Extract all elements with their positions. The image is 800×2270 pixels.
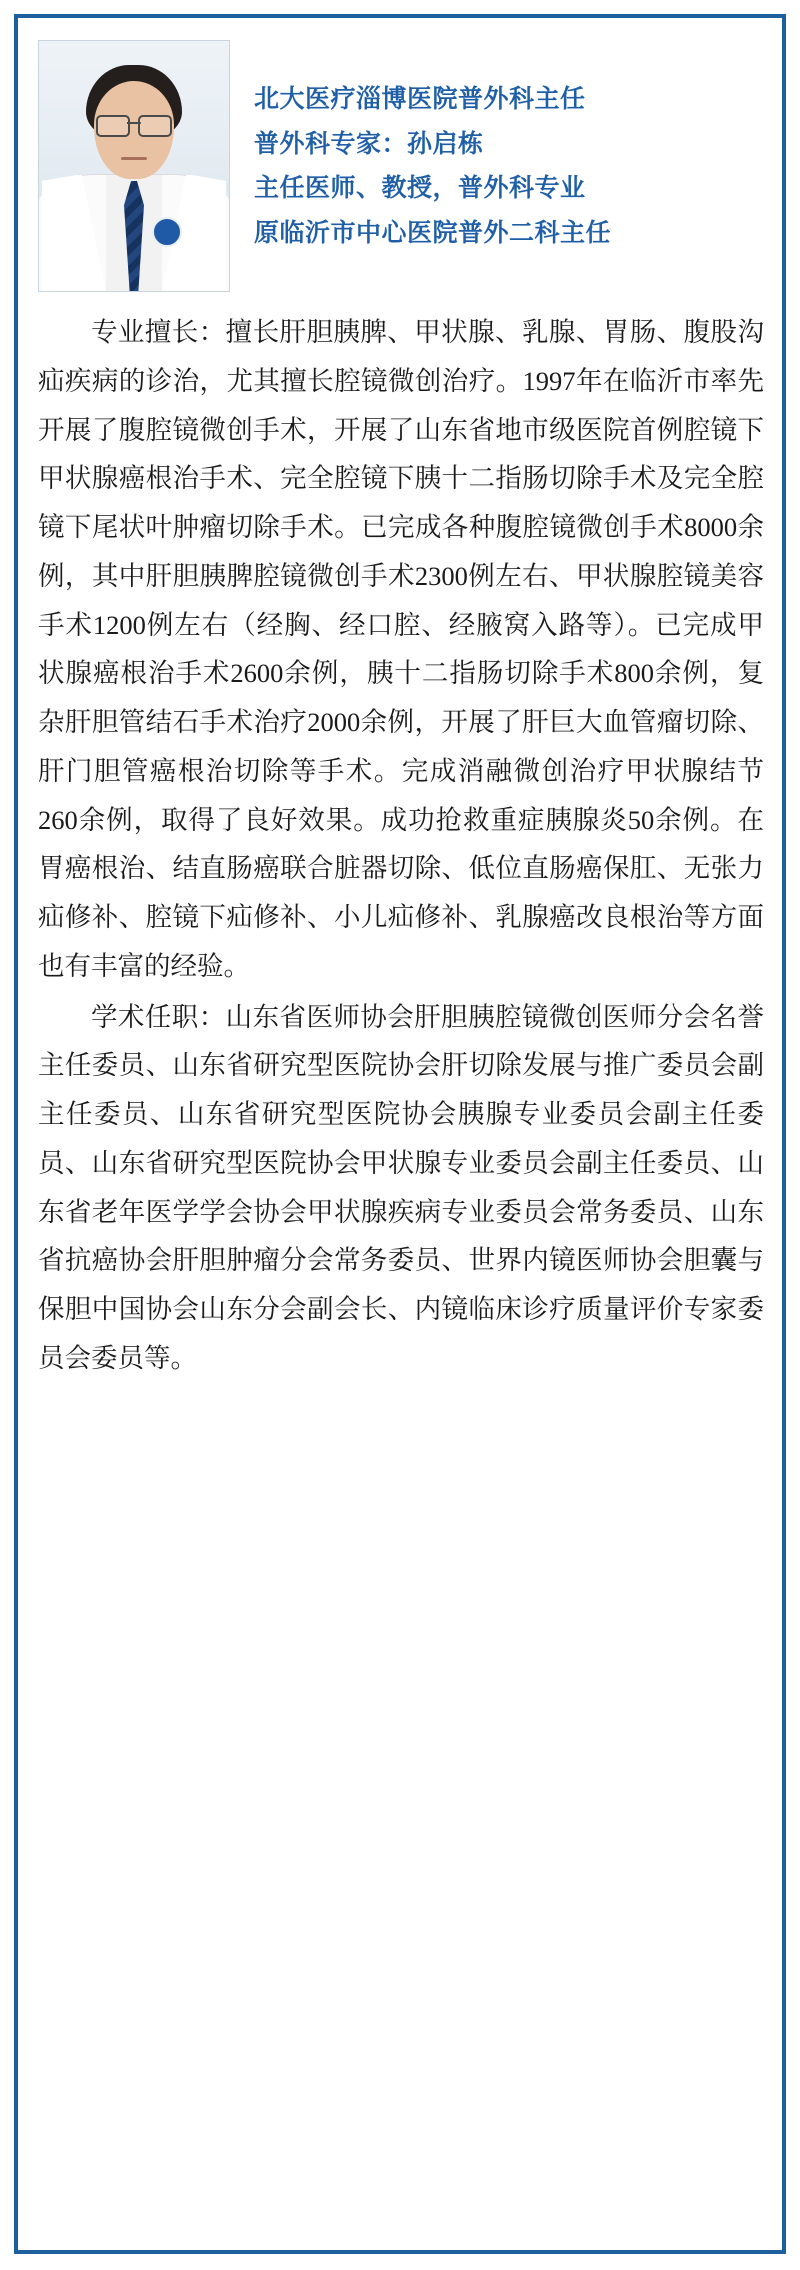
doctor-portrait-image: [38, 40, 230, 292]
title-block: [248, 40, 762, 292]
glasses-icon: [96, 115, 172, 133]
title-line-department-head: 北大医疗淄博医院普外科主任: [254, 85, 586, 113]
profile-body: [18, 306, 782, 1409]
title-line-former-position: 原临沂市中心医院普外二科主任: [254, 218, 612, 247]
hospital-badge-icon: [152, 217, 182, 247]
glasses-lens-right: [138, 115, 172, 137]
profile-header: [18, 18, 782, 306]
glasses-lens-left: [96, 115, 130, 137]
profile-card: [14, 14, 786, 2254]
title-line-expert-name: 普外科专家：孙启栋: [254, 129, 484, 158]
paragraph-academic-positions: 学术任职：山东省医师协会肝胆胰腔镜微创医师分会名誉主任委员、山东省研究型医院协会肝切除发展与推广委员会副主任委员、山东省研究型医院协会胰腺专业委员会副主任委员、山东省研究型医院协会甲状腺专业委员会副主任委员、山东省老年医学学会协会甲状腺疾病专业委员会常务委员、山东省抗癌协会肝胆肿瘤分会常务委员、世界内镜医师协会胆囊与保胆中国协会山东分会副会长、内镜临床诊疗质量评价专家委员会委员等。: [38, 1001, 764, 1373]
title-line-credentials: 主任医师、教授，普外科专业: [254, 174, 586, 202]
paragraph-specialties: 专业擅长：擅长肝胆胰脾、甲状腺、乳腺、胃肠、腹股沟疝疾病的诊治，尤其擅长腔镜微创治疗。1997年在临沂市率先开展了腹腔镜微创手术，开展了山东省地市级医院首例腔镜下甲状腺癌根治手术、完全腔镜下胰十二指肠切除手术及完全腔镜下尾状叶肿瘤切除手术。已完成各种腹腔镜微创手术8000余例，其中肝胆胰脾腔镜微创手术2300例左右、甲状腺腔镜美容手术1200例左右（经胸、经口腔、经腋窝入路等）。已完成甲状腺癌根治手术2600余例，胰十二指肠切除手术800余例，复杂肝胆管结石手术治疗2000余例，开展了肝巨大血管瘤切除、肝门胆管癌根治切除等手术。完成消融微创治疗甲状腺结节260余例，取得了良好效果。成功抢救重症胰腺炎50余例。在胃癌根治、结直肠癌联合脏器切除、低位直肠癌保肛、无张力疝修补、腔镜下疝修补、小儿疝修补、乳腺癌改良根治等方面也有丰富的经验。: [38, 317, 764, 981]
mouth-shape: [121, 157, 147, 160]
